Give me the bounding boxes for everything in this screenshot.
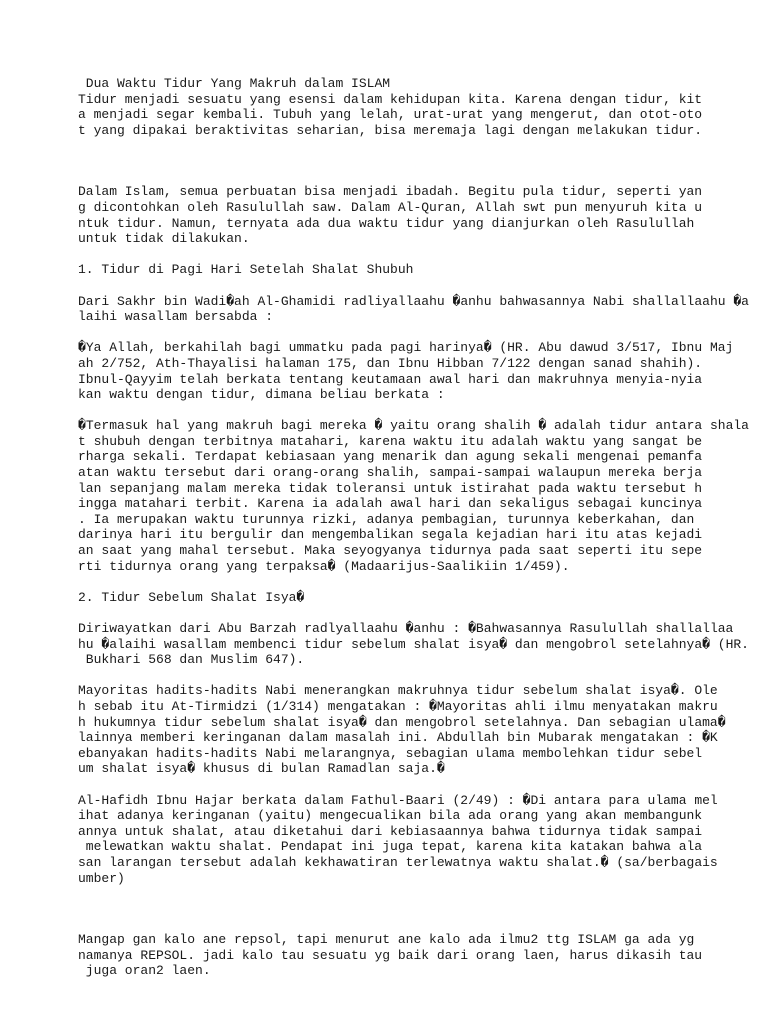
text-line: atan waktu tersebut dari orang-orang shalih, sampai-sampai walaupun mereka berja [78,465,703,481]
text-line: 2. Tidur Sebelum Shalat Isya� [78,589,305,605]
paragraph-ibnul-qayyim [78,418,758,574]
text-line: �Termasuk hal yang makruh bagi mereka � yaitu orang shalih � adalah tidur antara shala [78,418,749,434]
text-line: 1. Tidur di Pagi Hari Setelah Shalat Shubuh [78,262,414,278]
text-line: Mangap gan kalo ane repsol, tapi menurut ane kalo ada ilmu2 ttg ISLAM ga ada yg [78,932,695,948]
text-line: Ibnul-Qayyim telah berkata tentang keutamaan awal hari dan makruhnya menyia-nyia [78,371,703,387]
text-line: Al-Hafidh Ibnu Hajar berkata dalam Fathul-Baari (2/49) : �Di antara para ulama mel [78,792,718,808]
text-line: �Ya Allah, berkahilah bagi ummatku pada pagi harinya� (HR. Abu dawud 3/517, Ibnu Maj [78,340,734,356]
text-line: hu �alaihi wasallam membenci tidur sebelum shalat isya� dan mengobrol setelahnya� (HR. [78,636,749,652]
text-line: juga oran2 laen. [78,963,211,979]
text-line: laihi wasallam bersabda : [78,309,274,325]
text-line: darinya hari itu bergulir dan mengembalikan segala kejadian hari itu atas kejadi [78,527,703,543]
text-line: Dari Sakhr bin Wadi�ah Al-Ghamidi radliyallaahu �anhu bahwasannya Nabi shallallaahu �a [78,293,749,309]
text-line: Diriwayatkan dari Abu Barzah radlyallaahu �anhu : �Bahwasannya Rasulullah shallallaa [78,621,734,636]
text-line: . Ia merupakan waktu turunnya rizki, adanya pembagian, turunnya keberkahan, dan [78,511,695,527]
paragraph-hadith-2 [78,621,758,668]
text-line: um shalat isya� khusus di bulan Ramadlan saja.� [78,761,445,777]
text-line: melewatkan waktu shalat. Pendapat ini juga tepat, karena kita katakan bahwa ala [78,839,703,855]
text-line: lainnya memberi keringanan dalam masalah ini. Abdullah bin Mubarak mengatakan : �K [78,730,718,746]
text-line: Mayoritas hadits-hadits Nabi menerangkan makruhnya tidur sebelum shalat isya�. Ole [78,683,718,699]
text-line: namanya REPSOL. jadi kalo tau sesuatu yg baik dari orang laen, harus dikasih tau [78,947,703,963]
paragraph-intro [78,92,758,139]
text-line: h hukumnya tidur sebelum shalat isya� dan mengobrol setelahnya. Dan sebagian ulama� [78,714,726,730]
text-line: ah 2/752, Ath-Thayalisi halaman 175, dan Ibnu Hibban 7/122 dengan sanad shahih). [78,355,703,371]
text-line: Dalam Islam, semua perbuatan bisa menjadi ibadah. Begitu pula tidur, seperti yan [78,184,703,200]
paragraph-hadith-1 [78,294,758,325]
text-line: an saat yang mahal tersebut. Maka seyogyanya tidurnya pada saat seperti itu sepe [78,543,703,559]
text-line: rharga sekali. Terdapat kebiasaan yang menarik dan agung sekali mengenai pemanfa [78,449,703,465]
text-line: ntuk tidur. Namun, ternyata ada dua waktu tidur yang dianjurkan oleh Rasulullah [78,215,695,231]
text-line: a menjadi segar kembali. Tubuh yang lelah, urat-urat yang mengerut, dan otot-oto [78,107,703,123]
text-line: h sebab itu At-Tirmidzi (1/314) mengatakan : �Mayoritas ahli ilmu menyatakan makru [78,698,718,714]
text-line: annya untuk shalat, atau diketahui dari kebiasaannya bahwa tidurnya tidak sampai [78,823,703,839]
text-line: lan sepanjang malam mereka tidak toleransi untuk istirahat pada waktu tersebut h [78,480,703,496]
text-line: g dicontohkan oleh Rasulullah saw. Dalam Al-Quran, Allah swt pun menyuruh kita u [78,199,703,215]
paragraph-al-hafidh [78,793,758,887]
text-line: Tidur menjadi sesuatu yang esensi dalam kehidupan kita. Karena dengan tidur, kit [78,91,703,107]
document-title: Dua Waktu Tidur Yang Makruh dalam ISLAM [78,76,391,91]
text-line: untuk tidak dilakukan. [78,231,250,247]
text-line: Bukhari 568 dan Muslim 647). [78,652,305,668]
text-line: t yang dipakai berakt​ivitas seharian, bisa meremaja lagi dengan melakukan tidur. [78,122,703,138]
section-heading-1 [78,262,758,278]
section-heading-2 [78,590,758,606]
text-line: ingga matahari terbit. Karena ia adalah awal hari dan sekaligus sebagai kuncinya [78,496,703,512]
text-line: san larangan tersebut adalah kekhawatiran terlewatnya waktu shalat.� (sa/berbagais [78,854,718,870]
paragraph-islam [78,184,758,246]
text-line: t shubuh dengan terbitnya matahari, karena waktu itu adalah waktu yang sangat be [78,433,703,449]
paragraph-quote-1 [78,340,758,402]
text-line: rti tidurnya orang yang terpaksa� (Madaarijus-Saalikiin 1/459). [78,558,570,574]
paragraph-mayoritas [78,683,758,777]
text-line: umber) [78,870,125,886]
text-line: ihat adanya keringanan (yaitu) mengecualikan bila ada orang yang akan membangunk [78,808,703,824]
text-line: kan waktu dengan tidur, dimana beliau berkata : [78,387,445,403]
paragraph-closing [78,932,758,979]
document-body [78,76,758,979]
text-line: ebanyakan hadits-hadits Nabi melarangnya, sebagian ulama membolehkan tidur sebel [78,745,703,761]
